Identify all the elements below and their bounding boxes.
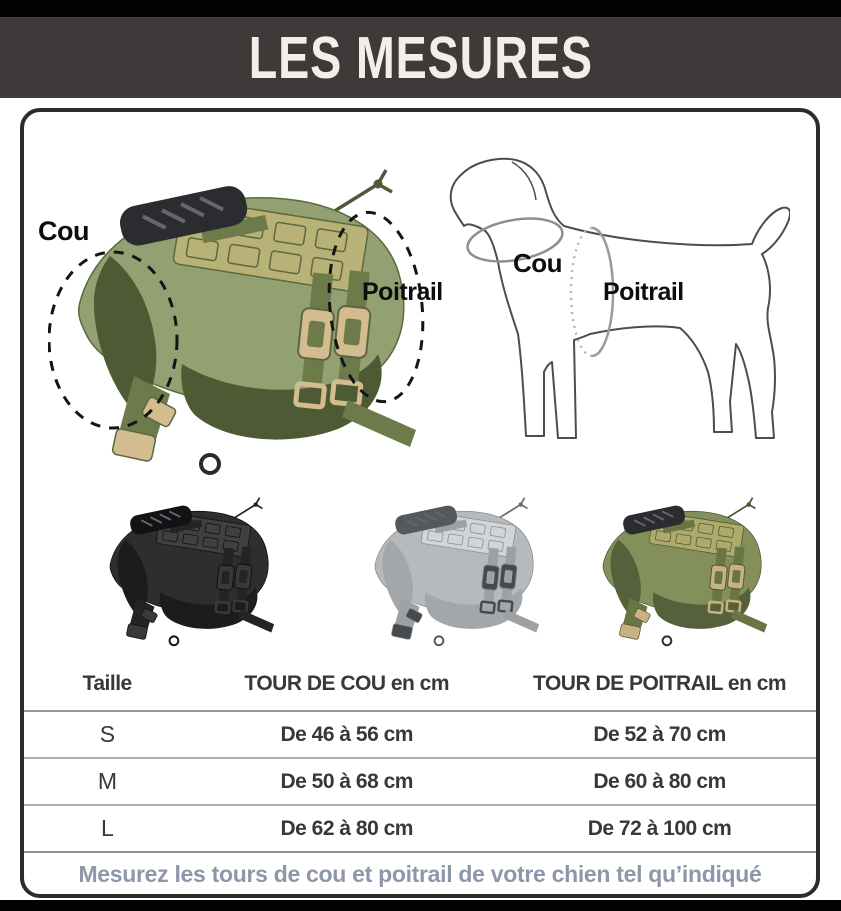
measure-instruction: Mesurez les tours de cou et poitrail de votre chien tel qu’indiqué [78, 861, 762, 887]
dog-diagram [440, 150, 790, 470]
header-banner [0, 17, 841, 98]
header-chest: TOUR DE POITRAIL en cm [533, 671, 787, 695]
table-row-l [24, 806, 816, 853]
size-value: L [101, 815, 114, 841]
size-table-header-row [24, 657, 816, 712]
size-value: M [97, 768, 117, 794]
measurement-board [20, 108, 820, 898]
neck-range: De 46 à 56 cm [280, 722, 413, 746]
dog-neck-label: Cou [513, 248, 563, 278]
size-value: S [99, 721, 115, 747]
harness-photo-black [95, 488, 285, 651]
harness-photo-main [48, 150, 438, 485]
chest-range: De 60 à 80 cm [593, 769, 726, 793]
size-table [24, 657, 816, 853]
chest-range: De 72 à 100 cm [587, 816, 732, 840]
page-title: LES MESURES [248, 24, 593, 91]
dog-chest-label: Poitrail [603, 278, 684, 306]
top-black-bar [0, 0, 841, 17]
table-row-m [24, 759, 816, 806]
bottom-black-bar [0, 900, 841, 911]
harness-neck-label: Cou [38, 216, 89, 246]
header-neck: TOUR DE COU en cm [244, 671, 450, 695]
harness-photo-green [588, 488, 778, 651]
harness-photo-gray [360, 488, 550, 651]
table-row-s [24, 712, 816, 759]
header-size: Taille [82, 671, 132, 695]
chest-range: De 52 à 70 cm [593, 722, 726, 746]
neck-range: De 50 à 68 cm [280, 769, 413, 793]
neck-range: De 62 à 80 cm [280, 816, 413, 840]
harness-chest-label: Poitrail [362, 278, 443, 306]
